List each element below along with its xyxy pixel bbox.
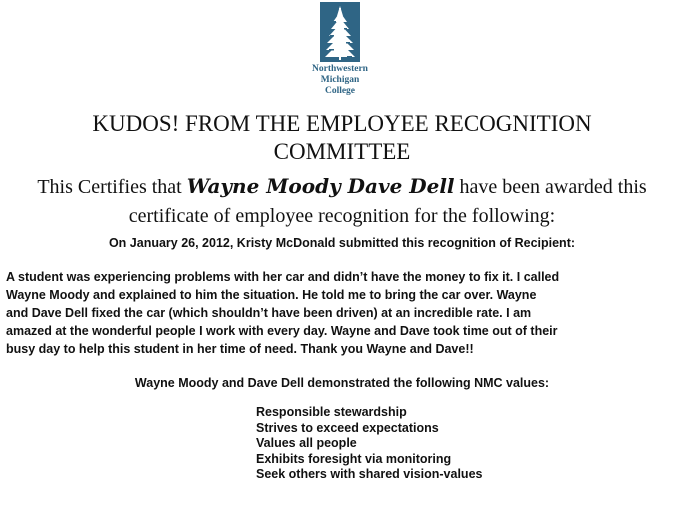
body-line: Wayne Moody and explained to him the situation. He told me to bring the car over. Wayne	[6, 288, 537, 302]
value-item: Strives to exceed expectations	[256, 420, 439, 435]
certifies-line	[0, 172, 684, 201]
value-item: Seek others with shared vision-values	[256, 467, 483, 481]
certificate-title-line-2: COMMITTEE	[273, 139, 411, 164]
submission-line: On January 26, 2012, Kristy McDonald submitted this recognition of Recipient:	[108, 236, 576, 250]
values-intro: Wayne Moody and Dave Dell demonstrated the following NMC values:	[134, 376, 550, 390]
recipient-names: Wayne Moody Dave Dell	[186, 174, 455, 198]
college-name-line: College	[324, 86, 356, 96]
college-name-line: Northwestern	[312, 64, 368, 74]
values-list	[256, 405, 482, 483]
body-line: amazed at the wonderful people I work with every day. Wayne and Dave took time out of their	[6, 324, 558, 338]
certificate-title-line-1: KUDOS! FROM THE EMPLOYEE RECOGNITION	[92, 111, 592, 136]
value-item: Exhibits foresight via monitoring	[256, 451, 452, 466]
body-line: and Dave Dell fixed the car (which shouldn’t have been driven) at an incredible rate. I am	[6, 306, 532, 320]
value-item: Values all people	[256, 436, 357, 450]
college-name	[290, 64, 390, 97]
certificate-subtitle: certificate of employee recognition for the following:	[128, 205, 556, 227]
certifies-suffix: have been awarded this	[459, 176, 647, 198]
tree-logo-icon	[320, 2, 360, 62]
value-item: Responsible stewardship	[256, 405, 407, 419]
college-name-line: Michigan	[320, 75, 360, 85]
recognition-body	[6, 268, 680, 358]
body-line: busy day to help this student in her time of need. Thank you Wayne and Dave!!	[6, 342, 474, 356]
certifies-prefix: This Certifies that	[37, 176, 182, 198]
body-line: A student was experiencing problems with her car and didn’t have the money to fix it. I called	[6, 270, 560, 284]
